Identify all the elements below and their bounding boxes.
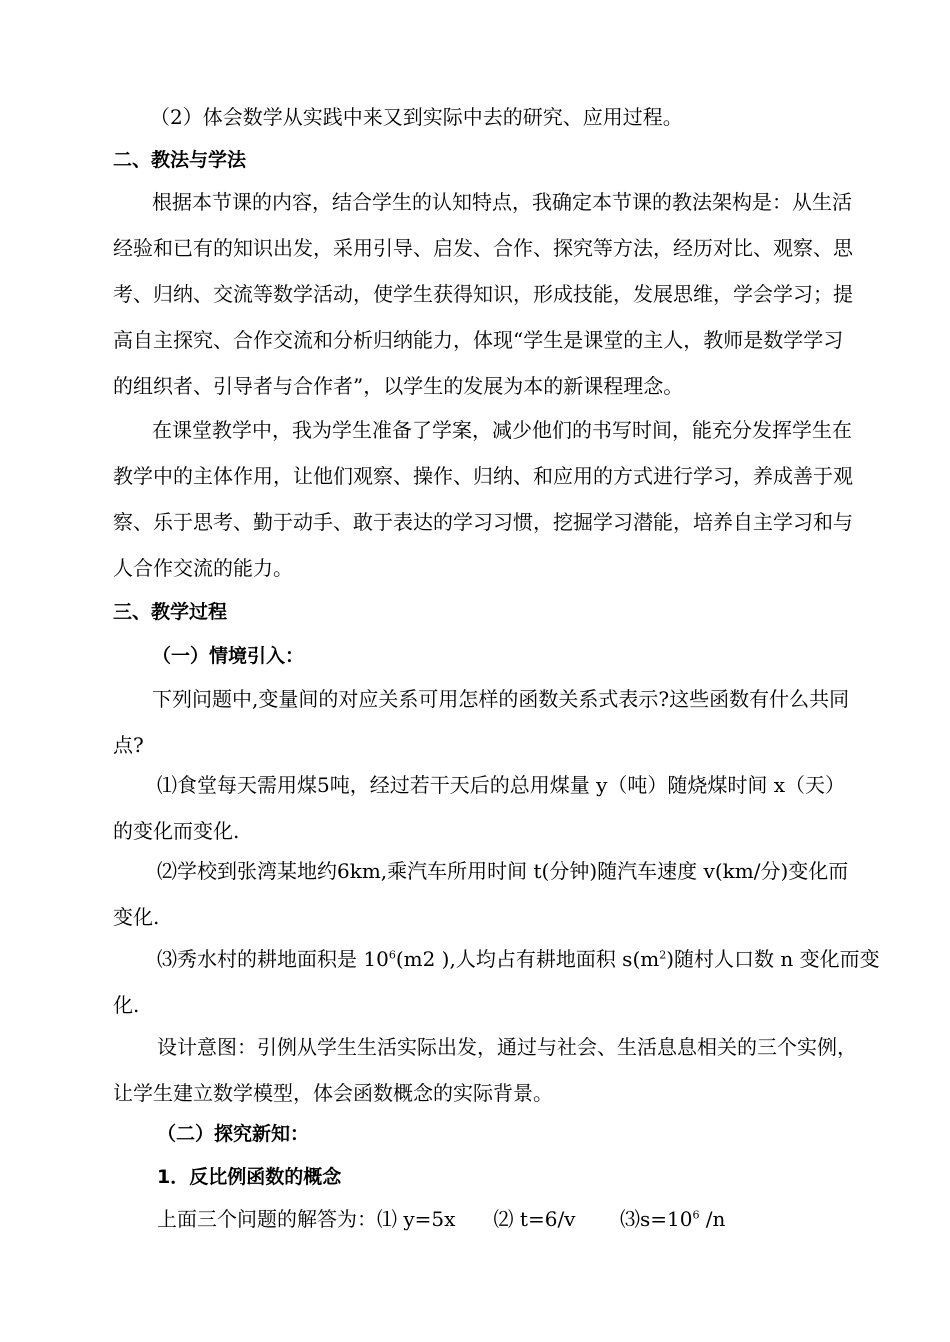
paragraph-line: 在课堂教学中，我为学生准备了学案，减少他们的书写时间，能充分发挥学生在 bbox=[152, 418, 852, 442]
example-3-line bbox=[157, 939, 880, 979]
example-3-text: ⑶秀水村的耕地面积是 10 bbox=[157, 947, 389, 971]
example-3-text: )随村人口数 n 变化而变 bbox=[666, 947, 880, 971]
superscript: 6 bbox=[692, 1208, 700, 1222]
section-heading-methods: 二、教法与学法 bbox=[113, 149, 247, 171]
example-3-line: 化. bbox=[113, 993, 140, 1017]
design-intent-line: 设计意图：引例从学生生活实际出发，通过与社会、生活息息相关的三个实例， bbox=[157, 1035, 857, 1059]
subsection-heading-explore: （二）探究新知： bbox=[157, 1123, 310, 1145]
example-1-line: 的变化而变化. bbox=[113, 819, 240, 843]
example-2-line: 变化. bbox=[113, 905, 160, 929]
paragraph-line: 察、乐于思考、勤于动手、敢于表达的学习习惯，挖掘学习潜能，培养自主学习和与 bbox=[113, 510, 853, 534]
objective-line-2: （2）体会数学从实践中来又到实际中去的研究、应用过程。 bbox=[150, 105, 683, 129]
paragraph-line: 经验和已有的知识出发，采用引导、启发、合作、探究等方法，经历对比、观察、思 bbox=[113, 236, 853, 260]
paragraph-line: 教学中的主体作用，让他们观察、操作、归纳、和应用的方式进行学习，养成善于观 bbox=[113, 464, 853, 488]
question-line: 下列问题中,变量间的对应关系可用怎样的函数关系式表示?这些函数有什么共同 bbox=[152, 687, 850, 711]
answers-text: 上面三个问题的解答为：⑴ y=5x ⑵ t=6/v ⑶s=10 bbox=[157, 1207, 693, 1231]
design-intent-line: 让学生建立数学模型，体会函数概念的实际背景。 bbox=[113, 1081, 553, 1105]
paragraph-line: 根据本节课的内容，结合学生的认知特点，我确定本节课的教法架构是：从生活 bbox=[152, 190, 852, 214]
paragraph-line: 的组织者、引导者与合作者”，以学生的发展为本的新课程理念。 bbox=[113, 374, 684, 398]
example-3-text: (m2 ),人均占有耕地面积 s(m bbox=[395, 947, 660, 971]
paragraph-line: 高自主探究、合作交流和分析归纳能力，体现“学生是课堂的主人，教师是数学学习 bbox=[113, 328, 844, 352]
subsection-heading-intro: （一）情境引入： bbox=[152, 645, 305, 667]
answers-text: /n bbox=[699, 1207, 726, 1231]
paragraph-line: 考、归纳、交流等数学活动，使学生获得知识，形成技能，发展思维，学会学习；提 bbox=[113, 282, 853, 306]
example-1-line: ⑴食堂每天需用煤5吨，经过若干天后的总用煤量 y（吨）随烧煤时间 x（天） bbox=[157, 773, 846, 797]
superscript: 2 bbox=[659, 948, 667, 962]
topic-heading-inverse-proportion: 1．反比例函数的概念 bbox=[157, 1166, 342, 1188]
example-2-line: ⑵学校到张湾某地约6km,乘汽车所用时间 t(分钟)随汽车速度 v(km/分)变化而 bbox=[157, 859, 849, 883]
question-line: 点? bbox=[113, 733, 144, 757]
answers-line bbox=[157, 1199, 797, 1239]
section-heading-process: 三、教学过程 bbox=[113, 601, 228, 623]
paragraph-line: 人合作交流的能力。 bbox=[113, 556, 293, 580]
superscript: 6 bbox=[388, 948, 396, 962]
